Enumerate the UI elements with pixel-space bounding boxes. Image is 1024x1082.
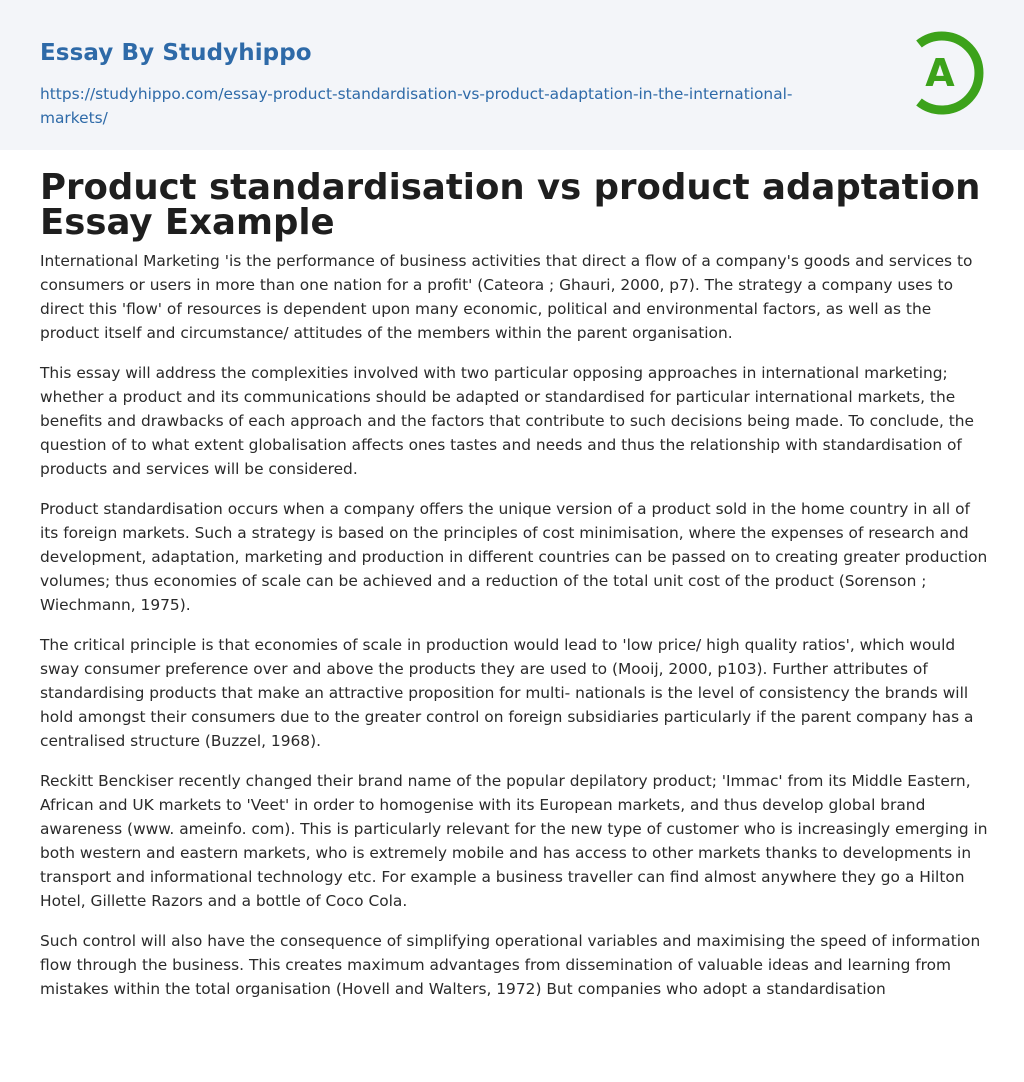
page-title: Product standardisation vs product adaptation Essay Example — [40, 167, 981, 243]
essay-paragraph: The critical principle is that economies of scale in production would lead to 'low price/ high quality ratios', which would sway consumer preference over and above the products they are used to (Mooij, 2000, p103). Further attributes of standardising products that make an attractive proposition for multi- nationals is the level of consistency the brands will hold amongst their consumers due to the greater control on foreign subsidiaries particularly if the parent company has a centralised structure (Buzzel, 1968). — [40, 636, 974, 750]
essay-paragraph: Reckitt Benckiser recently changed their brand name of the popular depilatory product; 'Immac' from its Middle Eastern, African and UK markets to 'Veet' in order to homogenise with its European markets, and thus develop global brand awareness (www. ameinfo. com). This is particularly relevant for the new type of customer who is increasingly emerging in both western and eastern markets, who is extremely mobile and has access to other markets thanks to developments in transport and informational technology etc. For example a business traveller can find almost anywhere they go a Hilton Hotel, Gillette Razors and a bottle of Coco Cola. — [40, 772, 988, 910]
essay-paragraph: Such control will also have the consequence of simplifying operational variables and maximising the speed of information flow through the business. This creates maximum advantages from dissemination of valuable ideas and learning from mistakes within the total organisation (Hovell and Walters, 1972) But companies who adopt a standardisation — [40, 932, 981, 998]
site-header — [0, 0, 1024, 150]
essay-body — [40, 249, 988, 1017]
studyhippo-logo[interactable] — [896, 28, 988, 118]
logo-letter: A — [925, 51, 955, 95]
source-url-link[interactable]: https://studyhippo.com/essay-product-standardisation-vs-product-adaptation-in-the-international-markets/ — [40, 85, 793, 127]
essay-paragraph: This essay will address the complexities involved with two particular opposing approaches in international marketing; whether a product and its communications should be adapted or standardised for particular international markets, the benefits and drawbacks of each approach and the factors that contribute to such decisions being made. To conclude, the question of to what extent globalisation affects ones tastes and needs and thus the relationship with standardisation of products and services will be considered. — [40, 364, 974, 478]
ring-letter-logo-icon — [896, 28, 988, 118]
essay-paragraph: International Marketing 'is the performance of business activities that direct a flow of a company's goods and services to consumers or users in more than one nation for a profit' (Cateora ; Ghauri, 2000, p7). The strategy a company uses to direct this 'flow' of resources is dependent upon many economic, political and environmental factors, as well as the product itself and circumstance/ attitudes of the members within the parent organisation. — [40, 252, 973, 342]
essay-paragraph: Product standardisation occurs when a company offers the unique version of a product sold in the home country in all of its foreign markets. Such a strategy is based on the principles of cost minimisation, where the expenses of research and development, adaptation, marketing and production in different countries can be passed on to creating greater production volumes; thus economies of scale can be achieved and a reduction of the total unit cost of the product (Sorenson ; Wiechmann, 1975). — [40, 500, 988, 614]
site-brand[interactable]: Essay By Studyhippo — [40, 40, 312, 66]
